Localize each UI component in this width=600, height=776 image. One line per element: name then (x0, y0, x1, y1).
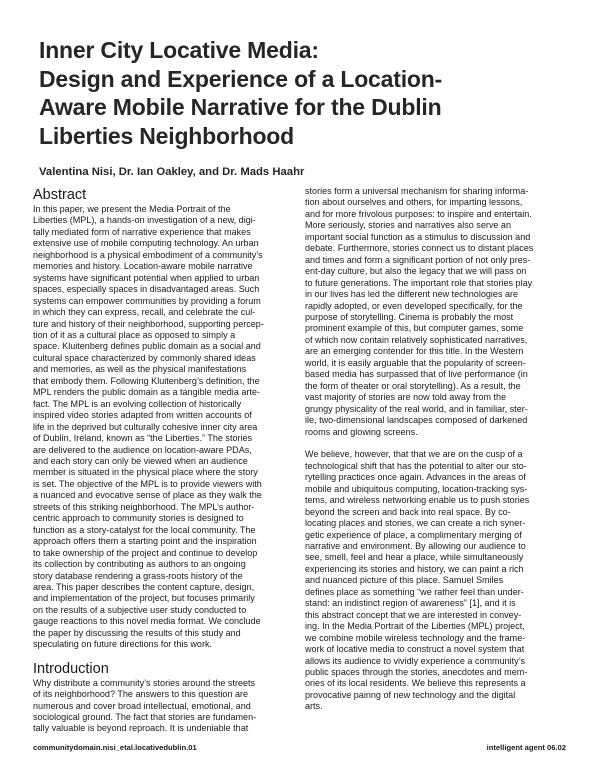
introduction-body (33, 678, 295, 735)
text-line: the form of theater or oral storytelling). As a result, the (305, 380, 521, 391)
body-paragraph-1 (305, 186, 570, 438)
text-line: space. Kluitenberg defines public domain as a social and (33, 341, 261, 352)
text-line: and each story can only be viewed when an audience (33, 455, 248, 466)
text-line: fact. The MPL is an evolving collection of historically (33, 398, 242, 409)
body-paragraph-2 (305, 449, 570, 712)
text-line: allows its audience to vividly experience a community’s (305, 655, 526, 666)
text-line: story database rendering a grass-roots history of the (33, 570, 243, 581)
text-line: purpose of storytelling. Cinema is probably the most (305, 311, 514, 322)
text-line: vast majority of stories are now told away from the (305, 392, 507, 403)
text-line: on the results of a subjective user study conducted to (33, 604, 247, 615)
paper-title (39, 36, 569, 150)
text-line: are delivered to the audience on location-aware PDAs, (33, 444, 252, 455)
text-line: the paper by discussing the results of this study and (33, 627, 241, 638)
text-line: extensive use of mobile computing technology. An urban (33, 238, 259, 249)
text-line: ture and history of their neighborhood, supporting percep- (33, 318, 264, 329)
text-line: this abstract concept that we are interested in convey- (305, 609, 522, 620)
text-line: technological shift that has the potential to alter our sto- (305, 460, 527, 471)
title-line: Aware Mobile Narrative for the Dublin (39, 94, 442, 121)
text-line: of which now contain relatively sophisticated narratives, (305, 334, 528, 345)
text-line: of its neighborhood? The answers to this question are (33, 689, 249, 700)
text-line: MPL renders the public domain as a tangible media arte- (33, 387, 260, 398)
text-line: life in the deprived but culturally cohesive inner city area (33, 421, 258, 432)
text-line: neighborhood is a physical embodiment of a community’s (33, 249, 263, 260)
authors: Valentina Nisi, Dr. Ian Oakley, and Dr. Mads Haahr (39, 166, 305, 178)
text-line: based media has surpassed that of live performance (in (305, 369, 528, 380)
text-line: We believe, however, that that we are on the cusp of a (305, 449, 523, 460)
text-line: to future generations. The important role that stories play (305, 277, 533, 288)
text-line: is set. The objective of the MPL is to provide viewers with (33, 478, 262, 489)
text-line: are an emerging contender for this title. In the Western (305, 346, 524, 357)
footer-reference: communitydomain.nisi_etal.locativedublin.01 (33, 743, 197, 752)
text-line: we combine mobile wireless technology and the frame- (305, 632, 526, 643)
text-line: rytelling practices once again. Advances in the areas of (305, 472, 526, 483)
text-line: tems, and wireless networking enable us to push stories (305, 495, 530, 506)
text-line: ing. In the Media Portrait of the Liberties (MPL) project, (305, 621, 525, 632)
text-line: important social function as a stimulus to discussion and (305, 231, 531, 242)
abstract-heading: Abstract (33, 187, 87, 203)
text-line: rapidly adopted, or even developed specifically, for the (305, 300, 523, 311)
text-line: prominent example of this, but computer games, some (305, 323, 524, 334)
text-line: world, it is easily arguable that the popularity of screen- (305, 357, 526, 368)
text-line: its collection by contributing as authors to an ongoing (33, 559, 246, 570)
text-line: tally mediated form of narrative experience that makes (33, 226, 251, 237)
text-line: numerous and cover broad intellectual, emotional, and (33, 700, 251, 711)
title-line: Liberties Neighborhood (39, 122, 294, 149)
text-line: debate. Furthermore, stories connect us to distant places (305, 243, 534, 254)
right-column (305, 186, 570, 713)
text-line: a nuanced and evocative sense of place as they walk the (33, 490, 262, 501)
text-line: experiencing its stories and history, we can paint a rich (305, 563, 524, 574)
text-line: to take ownership of the project and continue to develop (33, 547, 258, 558)
text-line: function as a story-catalyst for the local community. The (33, 524, 256, 535)
text-line: gauge reactions to this novel media format. We conclude (33, 616, 261, 627)
left-column (33, 186, 295, 735)
text-line: cultural space characterized by commonly shared ideas (33, 352, 256, 363)
text-line: approach offers them a starting point and the inspiration (33, 536, 257, 547)
text-line: provocative pairing of new technology and the digital (305, 689, 516, 700)
text-line: spaces, especially spaces in disadvantaged areas. Such (33, 284, 260, 295)
text-line: grungy physicality of the real world, and in familiar, ster- (305, 403, 528, 414)
text-line: and for more frivolous purposes: to inspire and entertain. (305, 208, 532, 219)
text-line: work of locative media to construct a novel system that (305, 644, 525, 655)
text-line: ories of its local residents. We believe this represents a (305, 678, 526, 689)
text-line: Liberties (MPL), a hands-on investigation of a new, digi- (33, 215, 256, 226)
text-line: tion of it as a cultural place as opposed to simply a (33, 329, 236, 340)
text-line: member is situated in the physical place where the story (33, 467, 258, 478)
text-line: inspired video stories adapted from written accounts of (33, 410, 252, 421)
text-line: and memories, as well as the physical manifestations (33, 364, 247, 375)
text-line: In this paper, we present the Media Portrait of the (33, 204, 231, 214)
text-line: narrative and environment. By allowing our audience to (305, 541, 526, 552)
text-line: memories and history. Location-aware mobile narrative (33, 261, 253, 272)
text-line: stand: an indistinct region of awareness” [1], and it is (305, 598, 516, 609)
text-line: see, smell, feel and hear a place, while simultaneously (305, 552, 524, 563)
text-line: speculating on future directions for this work. (33, 639, 213, 650)
text-line: tion about ourselves and others, for imparting lessons, (305, 197, 523, 208)
text-line: that embody them. Following Kluitenberg’s definition, the (33, 375, 260, 386)
text-line: Why distribute a community’s stories around the streets (33, 677, 256, 688)
title-line: Design and Experience of a Location- (39, 65, 443, 92)
text-line: and times and form a significant portion of not only pres- (305, 254, 531, 265)
text-line: getic experience of place, a complimentary merging of (305, 529, 522, 540)
abstract-body (33, 204, 295, 651)
text-line: rooms and glowing screens. (305, 426, 418, 437)
footer-journal: intelligent agent 06.02 (486, 743, 566, 752)
text-line: systems can empower communities by providing a forum (33, 295, 261, 306)
text-line: mobile and ubiquitous computing, location-tracking sys- (305, 483, 528, 494)
text-line: tally valuable is beyond reproach. It is undeniable that (33, 723, 249, 734)
text-line: sociological ground. The fact that stories are fundamen- (33, 712, 257, 723)
text-line: centric approach to community stories is designed to (33, 513, 244, 524)
text-line: locating places and stories, we can create a rich syner- (305, 518, 526, 529)
text-line: defines place as something “we rather feel than under- (305, 586, 524, 597)
text-line: area. This paper describes the content capture, design, (33, 581, 255, 592)
text-line: systems have significant potential when applied to urban (33, 272, 260, 283)
text-line: ent-day culture, but also the legacy that we will pass on (305, 266, 527, 277)
text-line: stories form a universal mechanism for sharing informa- (305, 186, 529, 196)
text-line: More seriously, stories and narratives also serve an (305, 220, 511, 231)
text-line: arts. (305, 701, 323, 712)
title-line: Inner City Locative Media: (39, 37, 319, 63)
text-line: public spaces through the stories, anecdotes and mem- (305, 667, 528, 678)
text-line: beyond the screen and back into real space. By co- (305, 506, 511, 517)
text-line: ile, two-dimensional landscapes composed of darkened (305, 415, 528, 426)
text-line: and nuanced picture of this place. Samuel Smiles (305, 575, 504, 586)
introduction-heading: Introduction (33, 660, 109, 677)
text-line: streets of this striking neighborhood. The MPL’s author- (33, 501, 255, 512)
text-line: in which they can express, recall, and celebrate the cul- (33, 307, 256, 318)
text-line: of Dublin, Ireland, known as “the Liberties.” The stories (33, 433, 253, 444)
text-line: and implementation of the project, but focuses primarily (33, 593, 255, 604)
text-line: in our lives has led the different new technologies are (305, 289, 519, 300)
